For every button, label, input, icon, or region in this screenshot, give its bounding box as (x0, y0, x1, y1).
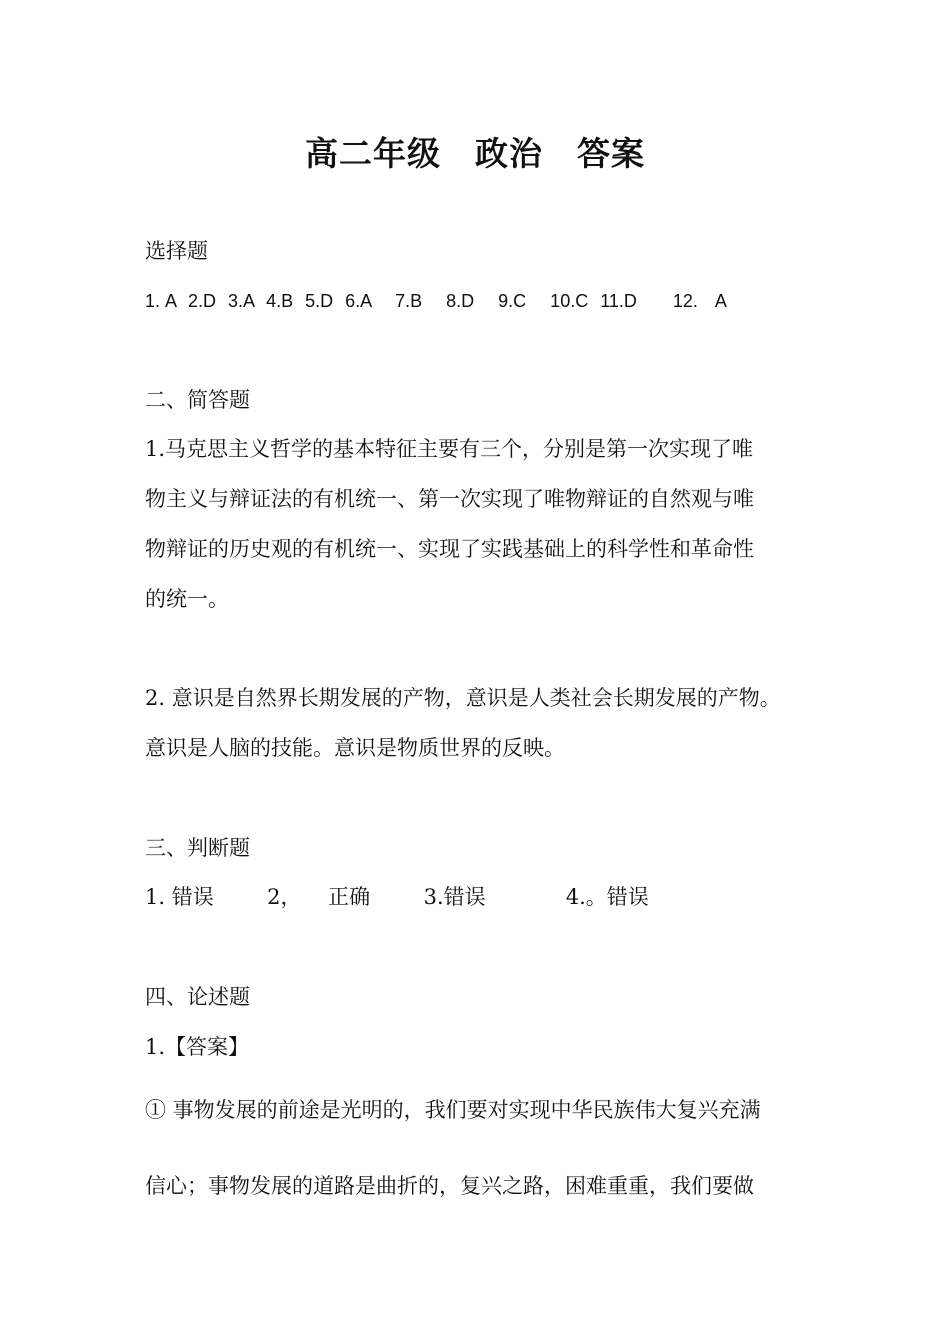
short-answer-q1-line: 的统一。 (145, 587, 229, 611)
choice-answers: 1. A 2.D 3.A 4.B 5.D 6.A 7.B 8.D 9.C 10.C 11.D 12. A (145, 291, 727, 311)
short-answer-q1-line: 物辩证的历史观的有机统一、实现了实践基础上的科学性和革命性 (145, 537, 754, 561)
short-answer-heading: 二、简答题 (145, 388, 250, 412)
essay-line: 信心；事物发展的道路是曲折的，复兴之路，困难重重，我们要做 (145, 1174, 754, 1198)
judgment-heading: 三、判断题 (145, 836, 250, 860)
judgment-answers: 1. 错误 2， 正确 3.错误 4.。错误 (145, 885, 649, 909)
short-answer-q1-line: 1.马克思主义哲学的基本特征主要有三个，分别是第一次实现了唯 (145, 437, 754, 461)
essay-line: ① 事物发展的前途是光明的，我们要对实现中华民族伟大复兴充满 (145, 1098, 761, 1122)
short-answer-q1-line: 物主义与辩证法的有机统一、第一次实现了唯物辩证的自然观与唯 (145, 487, 754, 511)
choice-heading: 选择题 (145, 239, 208, 263)
essay-q1-label: 1.【答案】 (145, 1035, 250, 1059)
short-answer-q2-line: 2. 意识是自然界长期发展的产物，意识是人类社会长期发展的产物。 (145, 686, 781, 710)
document-title: 高二年级 政治 答案 (305, 134, 645, 173)
essay-heading: 四、论述题 (145, 985, 250, 1009)
short-answer-q2-line: 意识是人脑的技能。意识是物质世界的反映。 (145, 736, 565, 760)
